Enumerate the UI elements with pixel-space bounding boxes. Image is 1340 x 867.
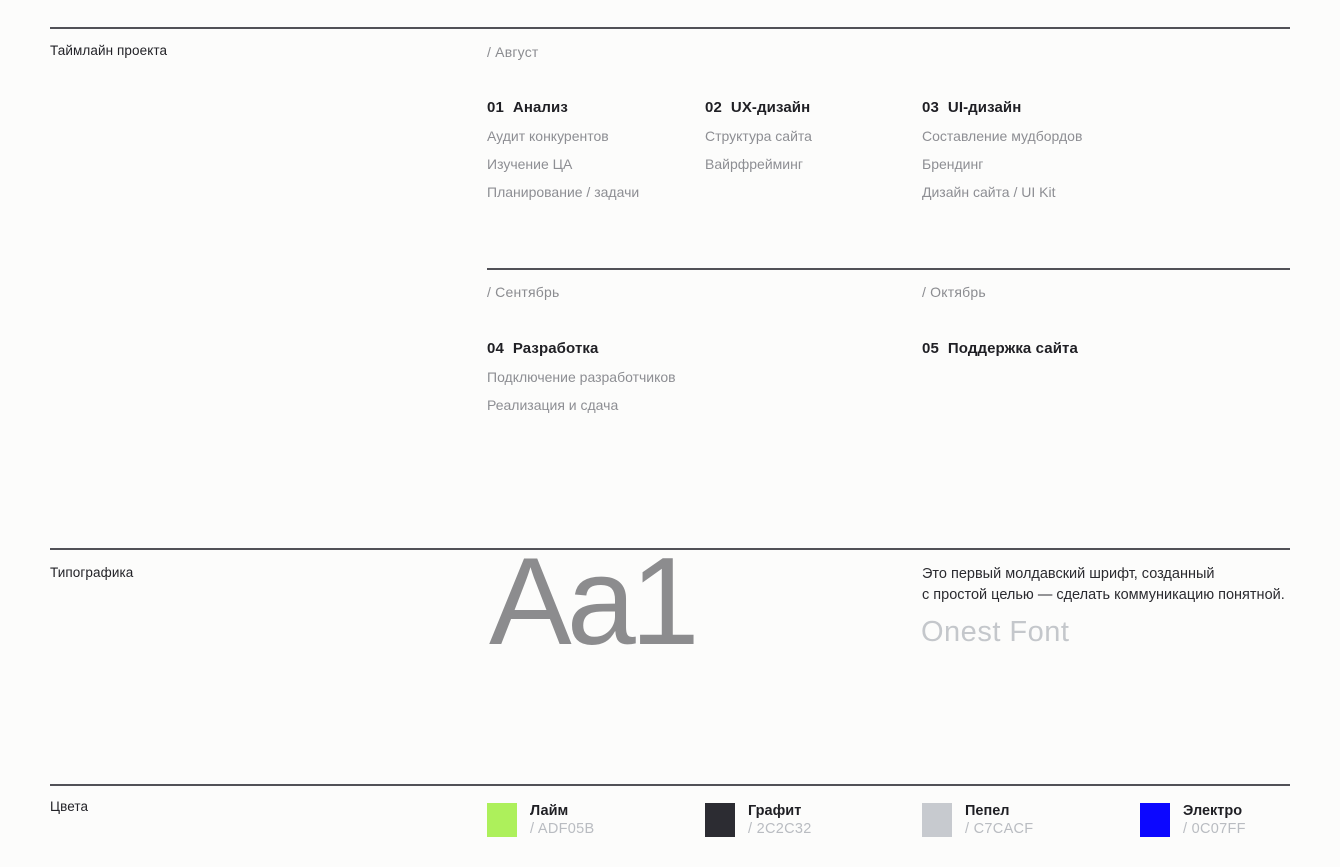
step-title — [705, 99, 917, 116]
divider-top — [50, 27, 1290, 29]
font-description-line1: Это первый молдавский шрифт, созданный — [922, 566, 1215, 582]
step-title — [487, 340, 699, 357]
color-name: Пепел — [965, 803, 1010, 819]
step-title-text: Разработка — [512, 340, 599, 357]
divider-timeline-row2 — [487, 268, 1290, 270]
color-labels — [1183, 803, 1246, 838]
timeline-item: Реализация и сдача — [487, 397, 619, 413]
timeline-item: Вайрфрейминг — [705, 156, 803, 172]
font-description-line2: с простой целью — сделать коммуникацию понятной. — [922, 587, 1285, 603]
step-number: 02 — [705, 99, 722, 116]
color-name: Графит — [748, 803, 802, 819]
timeline-item: Аудит конкурентов — [487, 128, 609, 144]
color-code: / 0C07FF — [1183, 821, 1246, 837]
section-label-typography: Типографика — [50, 565, 134, 580]
color-swatch — [487, 803, 517, 837]
step-title — [922, 99, 1134, 116]
timeline-item: Брендинг — [922, 156, 984, 172]
color-labels — [748, 803, 812, 838]
timeline-item: Подключение разработчиков — [487, 369, 676, 385]
divider-colors — [50, 784, 1290, 786]
timeline-step-03 — [922, 99, 1134, 206]
color-code: / 2C2C32 — [748, 821, 812, 837]
color-code: / ADF05B — [530, 821, 595, 837]
step-item-list — [487, 122, 699, 206]
month-label-october: / Октябрь — [922, 284, 986, 300]
step-number: 03 — [922, 99, 939, 116]
color-card-graphite — [705, 803, 812, 838]
step-title-text: Поддержка сайта — [947, 340, 1078, 357]
color-card-ash — [922, 803, 1033, 838]
step-item-list — [487, 363, 699, 419]
step-title — [487, 99, 699, 116]
font-name: Onest Font — [921, 616, 1070, 648]
step-number: 05 — [922, 340, 939, 357]
color-swatch — [922, 803, 952, 837]
font-specimen: Aa1 — [489, 533, 695, 671]
color-labels — [530, 803, 594, 838]
step-item-list — [922, 122, 1134, 206]
timeline-step-04 — [487, 340, 699, 419]
font-description — [922, 564, 1285, 606]
timeline-item: Структура сайта — [705, 128, 812, 144]
color-name: Электро — [1183, 803, 1243, 819]
section-label-timeline: Таймлайн проекта — [50, 43, 168, 58]
step-item-list — [705, 122, 917, 178]
step-number: 01 — [487, 99, 504, 116]
timeline-step-05 — [922, 340, 1134, 357]
step-number: 04 — [487, 340, 504, 357]
color-card-lime — [487, 803, 594, 838]
color-swatch — [705, 803, 735, 837]
timeline-item: Изучение ЦА — [487, 156, 573, 172]
color-code: / C7CACF — [965, 821, 1034, 837]
section-label-colors: Цвета — [50, 799, 89, 814]
timeline-step-01 — [487, 99, 699, 206]
month-label-september: / Сентябрь — [487, 284, 560, 300]
step-title-text: UI-дизайн — [947, 99, 1022, 116]
step-title-text: UX-дизайн — [730, 99, 811, 116]
step-title — [922, 340, 1134, 357]
timeline-item: Планирование / задачи — [487, 184, 640, 200]
color-swatch — [1140, 803, 1170, 837]
color-name: Лайм — [530, 803, 569, 819]
color-card-electro — [1140, 803, 1246, 838]
month-label-august: / Август — [487, 44, 539, 60]
step-title-text: Анализ — [512, 99, 568, 116]
timeline-step-02 — [705, 99, 917, 178]
color-labels — [965, 803, 1033, 838]
timeline-item: Дизайн сайта / UI Kit — [922, 184, 1056, 200]
timeline-item: Составление мудбордов — [922, 128, 1083, 144]
